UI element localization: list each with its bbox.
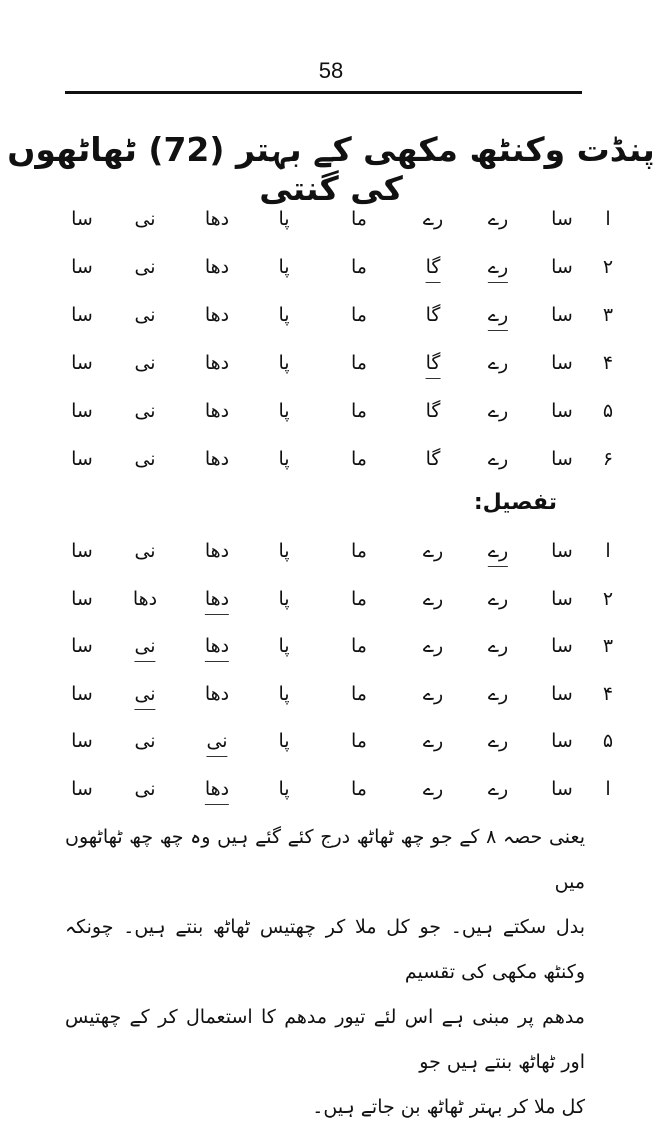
note-cell: رے [487, 208, 509, 230]
page-number: 58 [318, 58, 344, 83]
note-cell: دھا [204, 304, 230, 326]
note-cell: دھا [204, 208, 230, 230]
note-cell: رے [487, 352, 509, 374]
note-cell: گا [426, 253, 441, 283]
note-cell: پا [278, 682, 290, 705]
note-cell: پا [278, 587, 290, 610]
note-cell: ما [351, 208, 367, 230]
note-cell: رے [487, 730, 509, 752]
note-cell: رے [487, 400, 509, 422]
note-cell: نی [134, 680, 155, 710]
note-cell: رے [422, 587, 444, 610]
note-cell: ما [351, 304, 367, 326]
note-cell: رے [422, 540, 444, 562]
note-cell: سا [551, 208, 573, 230]
page-title: پنڈت وکنٹھ مکھی کے بہتر (72) ٹھاٹھوں کی گنتی [7, 130, 655, 208]
row-number: ا [605, 540, 611, 562]
table-row [60, 253, 614, 293]
table-row [60, 205, 611, 245]
note-cell: نی [134, 304, 156, 326]
note-cell: سا [551, 540, 573, 562]
note-cell: پا [278, 208, 290, 230]
table-row [60, 537, 611, 577]
row-number: ۳ [602, 304, 614, 326]
note-cell: سا [71, 730, 93, 752]
note-cell: رے [487, 635, 509, 657]
row-number: ۳ [602, 635, 614, 657]
note-cell: سا [71, 448, 93, 470]
table-row [60, 775, 611, 815]
note-cell: سا [71, 682, 93, 705]
note-cell: ما [351, 256, 367, 278]
note-cell: پا [278, 448, 290, 470]
note-cell: رے [488, 301, 508, 331]
note-cell: نی [134, 777, 156, 800]
note-cell: رے [422, 777, 444, 800]
note-cell: دھا [205, 775, 229, 805]
table-row [60, 680, 614, 720]
note-cell: نی [134, 448, 156, 470]
note-cell: نی [134, 352, 156, 374]
paragraph-line: مدھم پر مبنی ہے اس لئے تیور مدھم کا استعمال کر کے چھتیس اور ٹھاٹھ بنتے ہیں جو [65, 1006, 585, 1073]
note-cell: سا [551, 635, 573, 657]
table-row [60, 349, 614, 389]
note-cell: سا [71, 635, 93, 657]
note-cell: دھا [205, 632, 229, 662]
note-cell: ما [351, 448, 367, 470]
note-cell: نی [134, 208, 156, 230]
note-cell: رے [422, 682, 444, 705]
note-cell: سا [551, 730, 573, 752]
row-number: ۲ [602, 256, 614, 278]
note-cell: رے [422, 208, 444, 230]
note-cell: رے [488, 537, 508, 567]
explanation-paragraph [65, 815, 585, 1130]
note-cell: دھا [204, 352, 230, 374]
note-cell: رے [487, 587, 509, 610]
note-cell: پا [278, 777, 290, 800]
note-cell: رے [487, 777, 509, 800]
table-row [60, 301, 614, 341]
table-row [60, 397, 614, 437]
note-cell: رے [487, 448, 509, 470]
note-cell: ما [351, 352, 367, 374]
row-number: ۲ [602, 587, 614, 610]
note-cell: سا [551, 352, 573, 374]
note-cell: دھا [204, 400, 230, 422]
table-row [60, 632, 614, 672]
note-cell: ما [351, 730, 367, 752]
row-number: ا [605, 208, 611, 230]
note-cell: سا [71, 540, 93, 562]
note-cell: پا [278, 256, 290, 278]
note-cell: سا [71, 352, 93, 374]
note-cell: گا [425, 448, 441, 470]
note-cell: سا [71, 400, 93, 422]
header-rule [65, 91, 582, 94]
note-cell: نی [206, 727, 227, 757]
note-cell: ما [351, 682, 367, 705]
note-cell: پا [278, 540, 290, 562]
note-cell: سا [551, 448, 573, 470]
note-cell: سا [551, 777, 573, 800]
table-row [60, 445, 614, 485]
note-cell: ما [351, 777, 367, 800]
note-cell: نی [134, 632, 155, 662]
note-cell: سا [71, 777, 93, 800]
note-cell: دھا [205, 585, 229, 615]
note-cell: سا [551, 587, 573, 610]
note-cell: رے [422, 635, 444, 657]
note-cell: سا [551, 400, 573, 422]
note-cell: رے [488, 253, 508, 283]
note-cell: نی [134, 400, 156, 422]
note-cell: پا [278, 730, 290, 752]
paragraph-line: کل ملا کر بہتر ٹھاٹھ بن جاتے ہیں۔ [312, 1096, 585, 1118]
note-cell: دھا [204, 256, 230, 278]
paragraph-line: بدل سکتے ہیں۔ جو کل ملا کر چھتیس ٹھاٹھ بنتے ہیں۔ چونکہ وکنٹھ مکھی کی تقسیم [65, 916, 585, 983]
note-cell: دھا [204, 448, 230, 470]
note-cell: سا [551, 304, 573, 326]
table-row [60, 585, 614, 625]
note-cell: سا [71, 208, 93, 230]
note-cell: پا [278, 304, 290, 326]
note-cell: نی [134, 256, 156, 278]
subheading-details: تفصیل: [473, 490, 557, 515]
note-cell: نی [134, 730, 156, 752]
note-cell: رے [487, 682, 509, 705]
note-cell: ما [351, 635, 367, 657]
note-cell: سا [551, 682, 573, 705]
note-cell: پا [278, 635, 290, 657]
note-cell: سا [71, 587, 93, 610]
note-cell: گا [425, 400, 441, 422]
row-number: ۴ [602, 682, 614, 705]
note-cell: دھا [204, 540, 230, 562]
note-cell: ما [351, 587, 367, 610]
note-cell: گا [425, 304, 441, 326]
note-cell: سا [71, 304, 93, 326]
note-cell: پا [278, 352, 290, 374]
note-cell: ما [351, 400, 367, 422]
row-number: ۵ [602, 400, 614, 422]
note-cell: پا [278, 400, 290, 422]
row-number: ا [605, 777, 611, 800]
note-cell: گا [426, 349, 441, 379]
row-number: ۴ [602, 352, 614, 374]
note-cell: رے [422, 730, 444, 752]
row-number: ۶ [602, 448, 614, 470]
note-cell: نی [134, 540, 156, 562]
row-number: ۵ [602, 730, 614, 752]
note-cell: دھا [204, 682, 230, 705]
note-cell: دھا [132, 587, 158, 610]
note-cell: سا [551, 256, 573, 278]
note-cell: ما [351, 540, 367, 562]
table-row [60, 727, 614, 767]
paragraph-line: یعنی حصہ ۸ کے جو چھ ٹھاٹھ درج کئے گئے ہیں وہ چھ چھ ٹھاٹھوں میں [65, 826, 585, 893]
note-cell: سا [71, 256, 93, 278]
